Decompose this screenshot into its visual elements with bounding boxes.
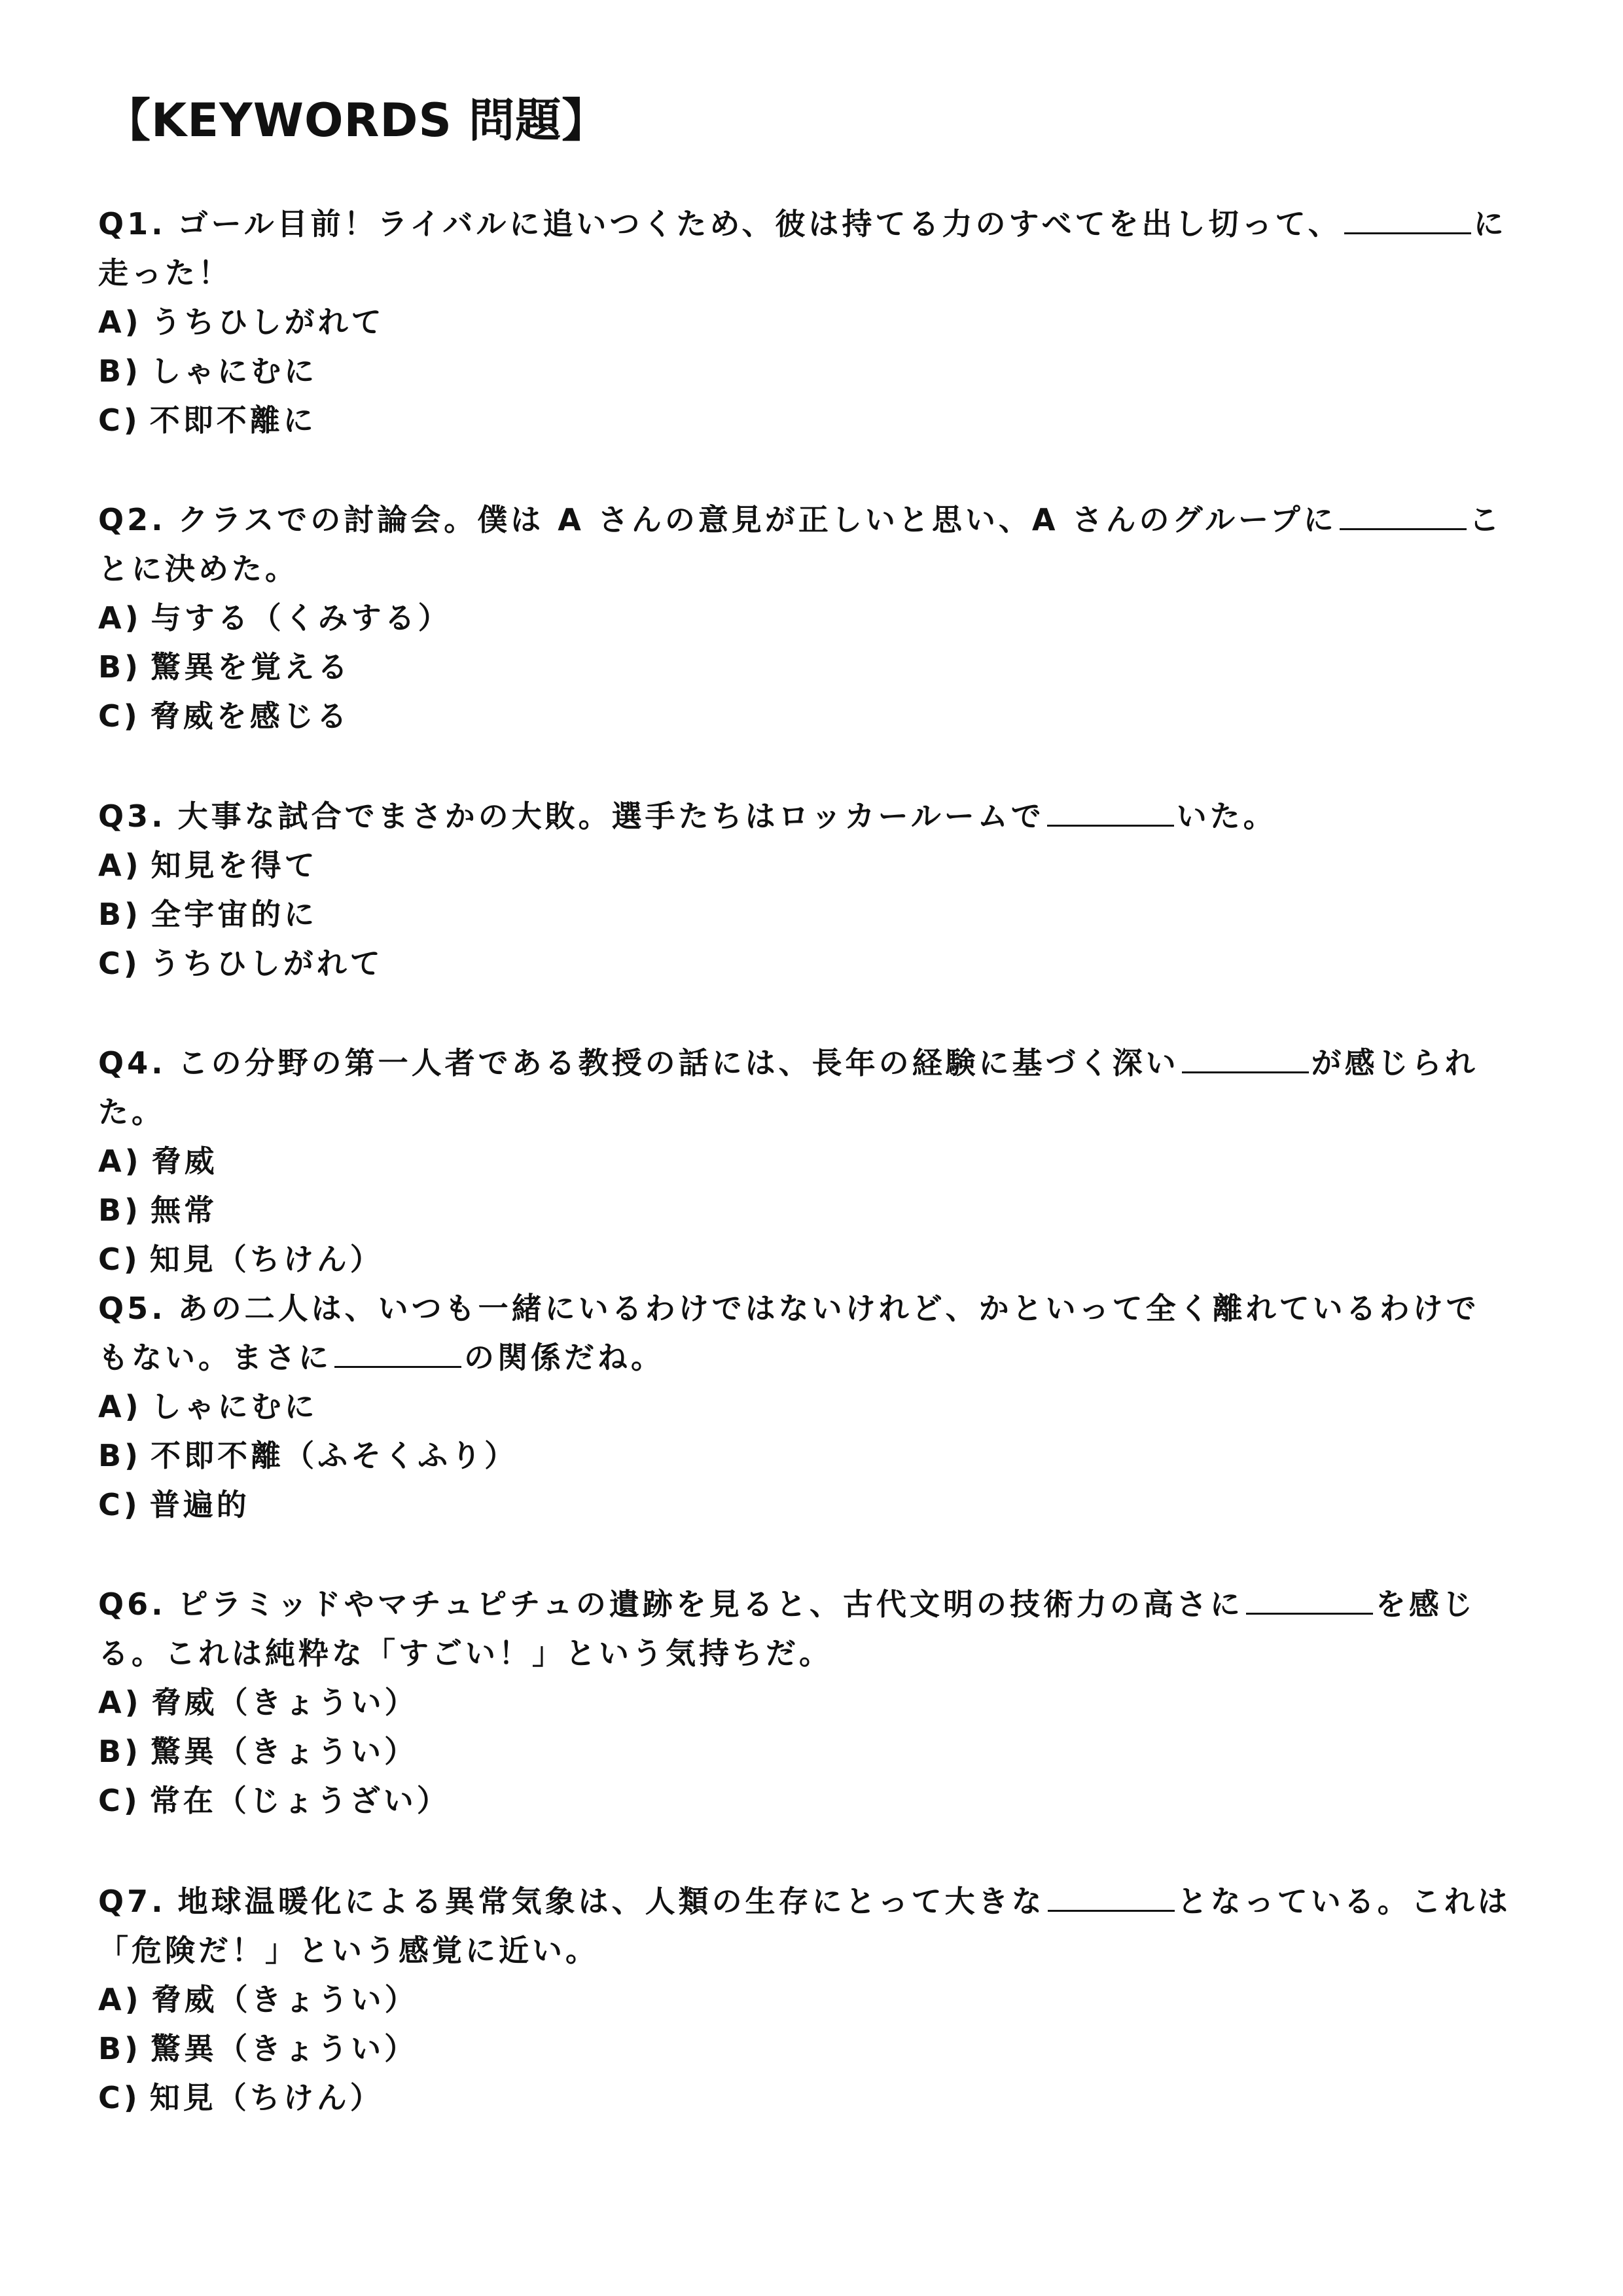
option-b <box>98 347 1512 396</box>
question-text-after: となっている。これは「危険だ！」という感覚に近い。 <box>98 1884 1511 1968</box>
question-text <box>98 1039 1512 1137</box>
answer-blank <box>1047 798 1174 827</box>
question-text-after: に走った！ <box>98 206 1507 291</box>
option-letter: C) <box>98 1487 141 1522</box>
option-a <box>98 594 1512 643</box>
question-text <box>98 495 1512 594</box>
option-text: 驚異を覚える <box>151 649 351 685</box>
option-letter: A) <box>98 1389 142 1424</box>
question-text-before: クラスでの討論会。僕は A さんの意見が正しいと思い、A さんのグループに <box>177 502 1337 537</box>
option-b <box>98 1186 1512 1235</box>
question-text-before: この分野の第一人者である教授の話には、長年の経験に基づく深い <box>177 1045 1179 1081</box>
option-letter: B) <box>98 2031 142 2066</box>
question-number: Q2. <box>98 502 166 537</box>
option-text: 驚異（きょうい） <box>151 2031 418 2066</box>
option-letter: B) <box>98 1193 142 1228</box>
question-number: Q4. <box>98 1045 166 1081</box>
option-b <box>98 1727 1512 1776</box>
question-text-before: 地球温暖化による異常気象は、人類の生存にとって大きな <box>177 1884 1045 1919</box>
option-c <box>98 1235 1512 1284</box>
option-c <box>98 939 1512 988</box>
answer-blank <box>1182 1045 1309 1073</box>
question-text <box>98 200 1512 298</box>
option-letter: B) <box>98 1734 142 1769</box>
option-b <box>98 890 1512 939</box>
option-text: 全宇宙的に <box>151 897 318 932</box>
option-letter: C) <box>98 698 141 734</box>
option-c <box>98 2073 1512 2123</box>
option-text: 脅威（きょうい） <box>151 1982 418 2017</box>
option-text: しゃにむに <box>151 1389 318 1424</box>
question-text-after: ことに決めた。 <box>98 502 1503 586</box>
option-text: 知見（ちけん） <box>149 1242 383 1277</box>
question-number: Q3. <box>98 798 166 834</box>
question-text-after: が感じられた。 <box>98 1045 1478 1130</box>
option-a <box>98 1678 1512 1727</box>
question-number: Q6. <box>98 1587 166 1622</box>
question-text-before: 大事な試合でまさかの大敗。選手たちはロッカールームで <box>177 798 1044 834</box>
option-letter: C) <box>98 403 141 438</box>
option-text: うちひしがれて <box>149 946 383 981</box>
question-text-before: ピラミッドやマチュピチュの遺跡を見ると、古代文明の技術力の高さに <box>177 1587 1243 1622</box>
question-number: Q1. <box>98 206 166 242</box>
option-a <box>98 1137 1512 1186</box>
option-letter: C) <box>98 946 141 981</box>
question-number: Q7. <box>98 1884 166 1919</box>
option-text: 知見を得て <box>151 848 318 883</box>
question-text-after: いた。 <box>1176 798 1277 834</box>
option-text: 驚異（きょうい） <box>151 1734 418 1769</box>
option-b <box>98 1431 1512 1480</box>
page-title: 【KEYWORDS 問題】 <box>105 94 609 147</box>
option-b <box>98 2024 1512 2073</box>
option-c <box>98 1776 1512 1825</box>
option-a <box>98 1975 1512 2024</box>
question-2 <box>98 495 1512 741</box>
answer-blank <box>334 1340 461 1368</box>
question-1 <box>98 200 1512 445</box>
question-5 <box>98 1284 1512 1530</box>
option-text: 常在（じょうざい） <box>149 1783 450 1818</box>
option-text: うちひしがれて <box>151 304 385 340</box>
question-text <box>98 1284 1512 1382</box>
question-text-before: あの二人は、いつも一緒にいるわけではないけれど、かといって全く離れているわけでもない。まさに <box>98 1291 1480 1375</box>
option-text: しゃにむに <box>151 353 318 389</box>
option-text: 知見（ちけん） <box>149 2080 383 2115</box>
option-letter: C) <box>98 1783 141 1818</box>
option-a <box>98 298 1512 347</box>
answer-blank <box>1340 502 1467 530</box>
option-letter: C) <box>98 2080 141 2115</box>
option-letter: B) <box>98 353 142 389</box>
question-7 <box>98 1877 1512 2123</box>
question-3 <box>98 792 1512 988</box>
question-4 <box>98 1039 1512 1284</box>
option-letter: A) <box>98 848 142 883</box>
option-letter: A) <box>98 600 142 636</box>
option-letter: A) <box>98 1685 142 1720</box>
option-c <box>98 1480 1512 1530</box>
option-text: 不即不離に <box>149 403 317 438</box>
option-letter: B) <box>98 1438 142 1473</box>
question-text-after: の関係だね。 <box>464 1340 664 1375</box>
option-text: 不即不離（ふそくふり） <box>151 1438 518 1473</box>
option-letter: C) <box>98 1242 141 1277</box>
option-a <box>98 841 1512 890</box>
option-c <box>98 692 1512 741</box>
question-text-after: を感じる。これは純粋な「すごい！」という気持ちだ。 <box>98 1587 1476 1671</box>
option-text: 脅威 <box>151 1143 218 1179</box>
option-text: 与する（くみする） <box>151 600 452 636</box>
option-letter: B) <box>98 897 142 932</box>
option-text: 脅威を感じる <box>149 698 350 734</box>
option-text: 脅威（きょうい） <box>151 1685 418 1720</box>
question-6 <box>98 1580 1512 1825</box>
option-letter: A) <box>98 1143 142 1179</box>
answer-blank <box>1246 1587 1373 1615</box>
question-text-before: ゴール目前！ライバルに追いつくため、彼は持てる力のすべてを出し切って、 <box>177 206 1342 242</box>
answer-blank <box>1344 206 1471 234</box>
option-text: 普遍的 <box>149 1487 250 1522</box>
question-number: Q5. <box>98 1291 166 1326</box>
option-a <box>98 1382 1512 1431</box>
option-text: 無常 <box>151 1193 218 1228</box>
question-text <box>98 1877 1512 1975</box>
option-letter: A) <box>98 1982 142 2017</box>
option-letter: B) <box>98 649 142 685</box>
option-letter: A) <box>98 304 142 340</box>
question-text <box>98 1580 1512 1678</box>
option-c <box>98 396 1512 445</box>
question-text <box>98 792 1512 841</box>
answer-blank <box>1048 1884 1175 1912</box>
option-b <box>98 643 1512 692</box>
